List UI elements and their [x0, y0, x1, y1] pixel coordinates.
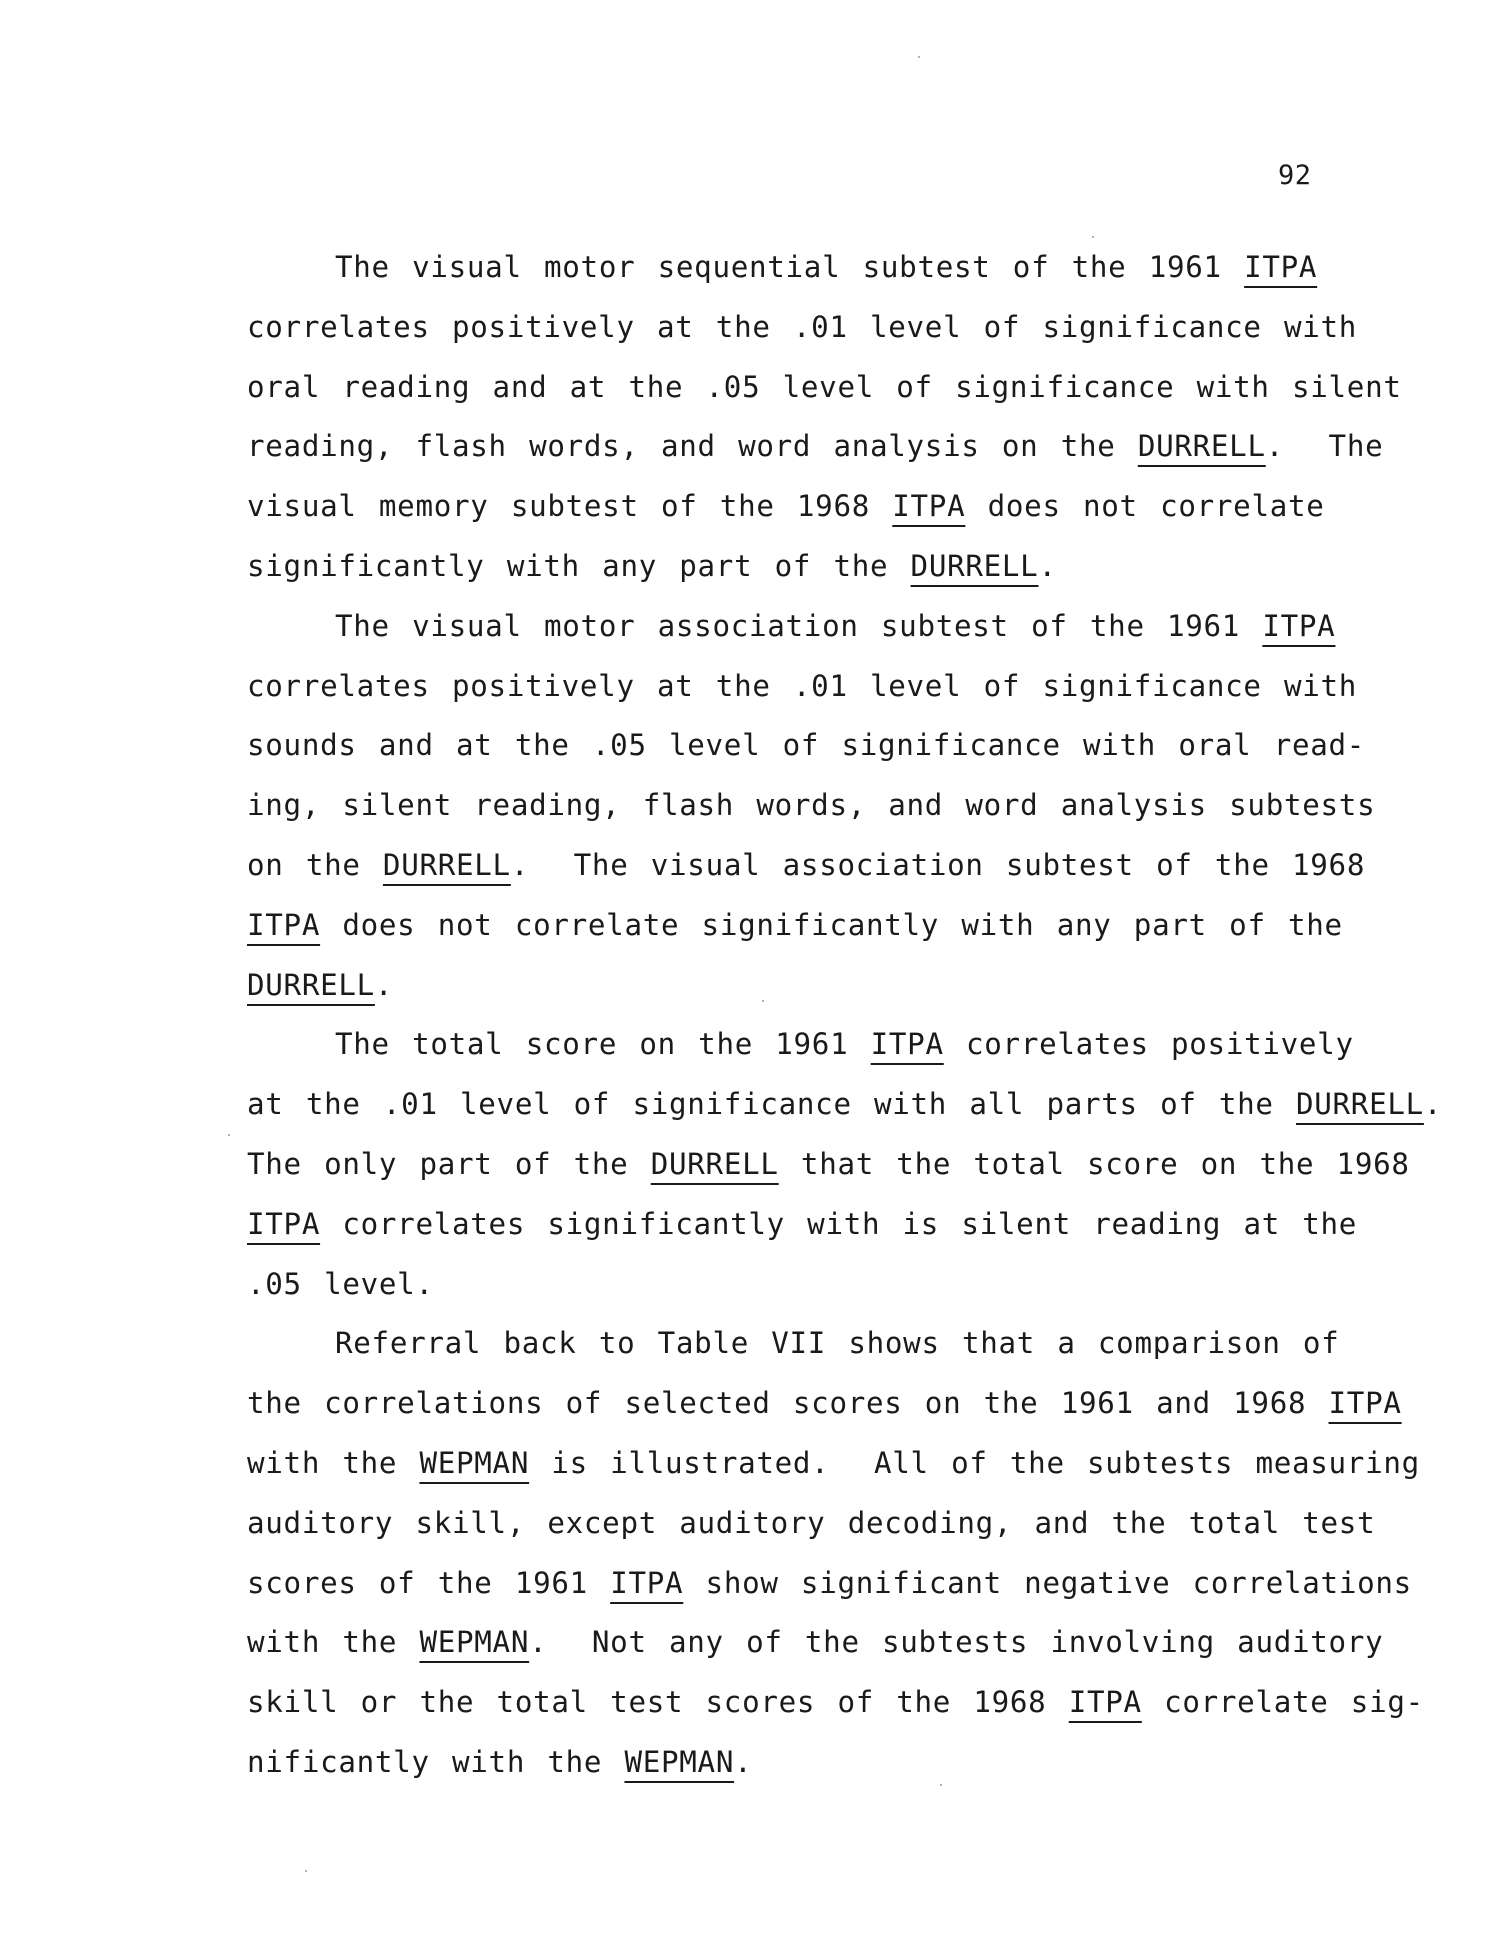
underlined-title: DURRELL	[650, 1146, 779, 1181]
text-segment: .	[374, 967, 394, 1002]
text-segment: on the	[247, 847, 383, 882]
underlined-title: DURRELL	[1295, 1087, 1424, 1122]
underlined-title: DURRELL	[910, 548, 1039, 583]
text-line	[247, 1075, 1443, 1135]
scan-speck	[762, 1000, 764, 1002]
text-segment: correlates positively	[943, 1027, 1354, 1062]
text-line	[247, 298, 1377, 358]
page-number: 92	[1278, 160, 1312, 191]
text-segment: ing, silent reading, flash words, and word analysis subtests	[247, 788, 1376, 823]
scan-speck	[305, 1870, 307, 1872]
text-line	[247, 1613, 1384, 1673]
text-line	[247, 1673, 1424, 1733]
text-segment: .	[734, 1744, 753, 1779]
text-segment: correlates significantly with is silent reading at the	[320, 1206, 1358, 1241]
text-segment: with the	[247, 1625, 420, 1660]
underlined-title: WEPMAN	[419, 1625, 530, 1660]
text-line	[247, 776, 1377, 836]
text-segment: sounds and at the .05 level of significance with oral read-	[247, 728, 1366, 763]
text-segment: The only part of the	[247, 1146, 651, 1181]
text-segment: is illustrated. All of the subtests measuring	[529, 1445, 1420, 1480]
underlined-title: ITPA	[1262, 608, 1336, 643]
text-segment: the correlations of selected scores on the 1961 and 1968	[247, 1386, 1329, 1421]
underlined-title: ITPA	[610, 1565, 684, 1600]
text-segment: Referral back to Table VII shows that a comparison of	[335, 1326, 1340, 1361]
underlined-title: ITPA	[247, 907, 321, 942]
underlined-title: WEPMAN	[624, 1744, 735, 1779]
body-text	[247, 238, 1443, 1793]
text-segment: does not correlate	[965, 489, 1325, 524]
underlined-title: ITPA	[1068, 1685, 1142, 1720]
text-segment: oral reading and at the .05 level of significance with silent	[247, 369, 1402, 404]
text-line	[247, 537, 1377, 597]
text-line	[247, 1015, 1377, 1075]
scan-speck	[228, 1134, 230, 1136]
text-line	[247, 1195, 1377, 1255]
text-segment: reading, flash words, and word analysis on the	[247, 429, 1138, 464]
text-segment: scores of the 1961	[247, 1565, 611, 1600]
underlined-title: DURRELL	[1137, 429, 1266, 464]
text-segment: visual memory subtest of the 1968	[247, 489, 893, 524]
text-segment: The visual motor sequential subtest of the 1961	[335, 250, 1245, 284]
underlined-title: DURRELL	[247, 967, 375, 1002]
text-segment: show significant negative correlations	[683, 1565, 1412, 1600]
text-segment: auditory skill, except auditory decoding, and the total test	[247, 1505, 1376, 1540]
text-line	[247, 1434, 1420, 1494]
text-segment: nificantly with the	[247, 1744, 625, 1779]
text-line	[247, 477, 1377, 537]
text-segment: correlates positively at the .01 level of significance with	[247, 668, 1358, 703]
text-line	[247, 417, 1384, 477]
text-segment: with the	[247, 1445, 420, 1480]
text-segment: .05 level.	[247, 1266, 434, 1301]
text-segment: The visual motor association subtest of the 1961	[335, 608, 1263, 643]
text-segment: .	[1038, 548, 1057, 583]
text-line	[247, 1314, 1377, 1374]
text-segment: does not correlate significantly with any part of the	[320, 907, 1343, 942]
text-segment: . The visual association subtest of the 1968	[510, 847, 1366, 882]
underlined-title: DURRELL	[382, 847, 511, 882]
text-line	[247, 1733, 1377, 1793]
text-line	[247, 657, 1377, 717]
text-segment: significantly with any part of the	[247, 548, 911, 583]
text-segment: . The	[1265, 429, 1384, 464]
scan-speck	[918, 56, 920, 58]
text-line	[247, 1374, 1402, 1434]
underlined-title: WEPMAN	[419, 1445, 530, 1480]
text-line	[247, 597, 1377, 657]
text-line	[247, 836, 1377, 896]
text-line	[247, 1255, 1377, 1315]
text-line	[247, 238, 1377, 298]
text-segment: correlate sig-	[1141, 1685, 1424, 1720]
text-segment: .	[1423, 1087, 1443, 1122]
underlined-title: ITPA	[1328, 1386, 1402, 1421]
text-line	[247, 956, 1377, 1016]
text-segment: The total score on the 1961	[335, 1027, 871, 1062]
text-segment: at the .01 level of significance with all parts of the	[247, 1087, 1296, 1122]
scan-speck	[940, 1784, 942, 1786]
text-line	[247, 1494, 1377, 1554]
text-segment: skill or the total test scores of the 1968	[247, 1685, 1069, 1720]
text-line	[247, 358, 1402, 418]
text-segment: . Not any of the subtests involving auditory	[529, 1625, 1384, 1660]
underlined-title: ITPA	[892, 489, 966, 524]
text-line	[247, 1554, 1412, 1614]
underlined-title: ITPA	[247, 1206, 321, 1241]
text-line	[247, 716, 1377, 776]
text-segment: that the total score on the 1968	[778, 1146, 1410, 1181]
underlined-title: ITPA	[1244, 250, 1318, 284]
text-line	[247, 896, 1377, 956]
text-segment: correlates positively at the .01 level of significance with	[247, 309, 1358, 344]
underlined-title: ITPA	[870, 1027, 944, 1062]
text-line	[247, 1135, 1410, 1195]
scan-speck	[1092, 236, 1094, 238]
